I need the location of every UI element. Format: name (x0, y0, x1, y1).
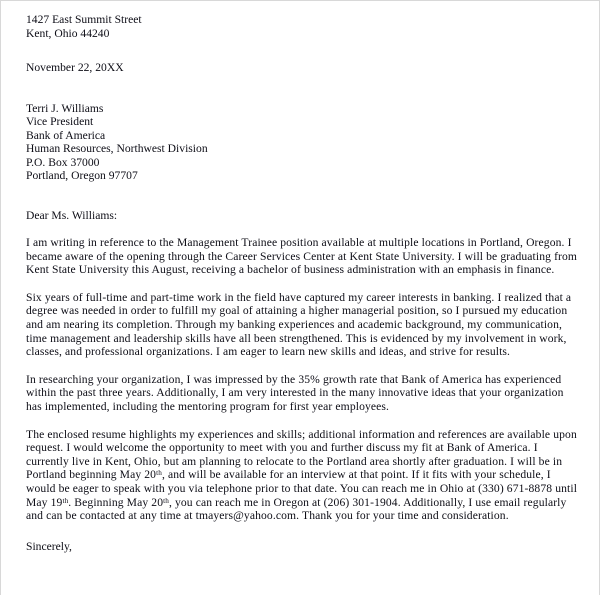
recipient-name: Terri J. Williams (26, 101, 104, 115)
body-paragraph-4 (26, 428, 578, 523)
recipient-company: Bank of America (26, 128, 106, 142)
spacer-before-salutation (26, 183, 578, 209)
spacer-before-paragraph-1 (26, 222, 578, 236)
letter-date: November 22, 20XX (26, 61, 124, 74)
body-paragraph-1: I am writing in reference to the Management Trainee position available at multiple locations in Portland, Oregon. I became aware of the opening through the Career Services Center at Kent State University. I will be graduating from Kent State University this August, receiving a bachelor of business administration with an emphasis in finance. (26, 236, 578, 277)
salutation: Dear Ms. Williams: (26, 208, 118, 222)
spacer-before-paragraph-4 (26, 414, 578, 428)
closing-salutation: Sincerely, (26, 539, 72, 553)
letter-body (26, 13, 578, 553)
paragraph-4-segment-1: The enclosed resume highlights my experiences and skills; additional information and references are available upon request. I would welcome the opportunity to meet with you and further discuss my fit at Bank of America. I currently live in Kent, Ohio, but am planning to relocate to the Portland area shortly after graduation. I will be in Portland beginning May 20 (26, 427, 577, 482)
recipient-address-block (26, 102, 578, 183)
sender-city-state-zip: Kent, Ohio 44240 (26, 26, 110, 40)
recipient-city-state-zip: Portland, Oregon 97707 (26, 169, 138, 182)
ordinal-suffix-may-20-first: th (156, 469, 162, 478)
sender-address-block (26, 13, 578, 40)
recipient-title: Vice President (26, 115, 94, 128)
spacer-before-date (26, 40, 578, 61)
paragraph-4-segment-2: , and will be available for an interview at that point. If it fits with your schedule, I would be eager to speak with you via telephone prior to that date. You can reach me in Ohio at (330) 671-8878 until May 19 (26, 468, 578, 509)
ordinal-suffix-may-19: th (62, 496, 69, 505)
sender-street: 1427 East Summit Street (26, 13, 142, 26)
body-paragraph-2: Six years of full-time and part-time work in the field have captured my career interests in banking. I realized that a degree was needed in order to fulfill my goal of attaining a higher managerial position, so I pursued my education and am nearing its completion. Through my banking experiences and academic background, my communication, time management and leadership skills have all been strengthened. This is evidenced by my involvement in work, classes, and professional organizations. I am eager to learn new skills and ideas, and strive for results. (26, 290, 572, 359)
ordinal-suffix-may-20-second: th (163, 496, 169, 505)
spacer-before-paragraph-2 (26, 277, 578, 291)
body-paragraph-3: In researching your organization, I was impressed by the 35% growth rate that Bank of America has experienced within the past three years. Additionally, I am very interested in the many innovative ideas that your organization has implemented, including the mentoring program for first year employees. (26, 372, 564, 413)
recipient-po-box: P.O. Box 37000 (26, 155, 100, 169)
recipient-department: Human Resources, Northwest Division (26, 142, 208, 155)
paragraph-4-segment-3: . Beginning May 20 (68, 495, 164, 509)
paragraph-4-segment-4: , you can reach me in Oregon at (206) 301-1904. Additionally, I use email regularly and can be contacted at any time at tmayers@yahoo.com. Thank you for your time and consideration. (26, 495, 567, 523)
spacer-before-paragraph-3 (26, 359, 578, 373)
spacer-before-closing (26, 523, 578, 540)
spacer-before-recipient (26, 75, 578, 102)
